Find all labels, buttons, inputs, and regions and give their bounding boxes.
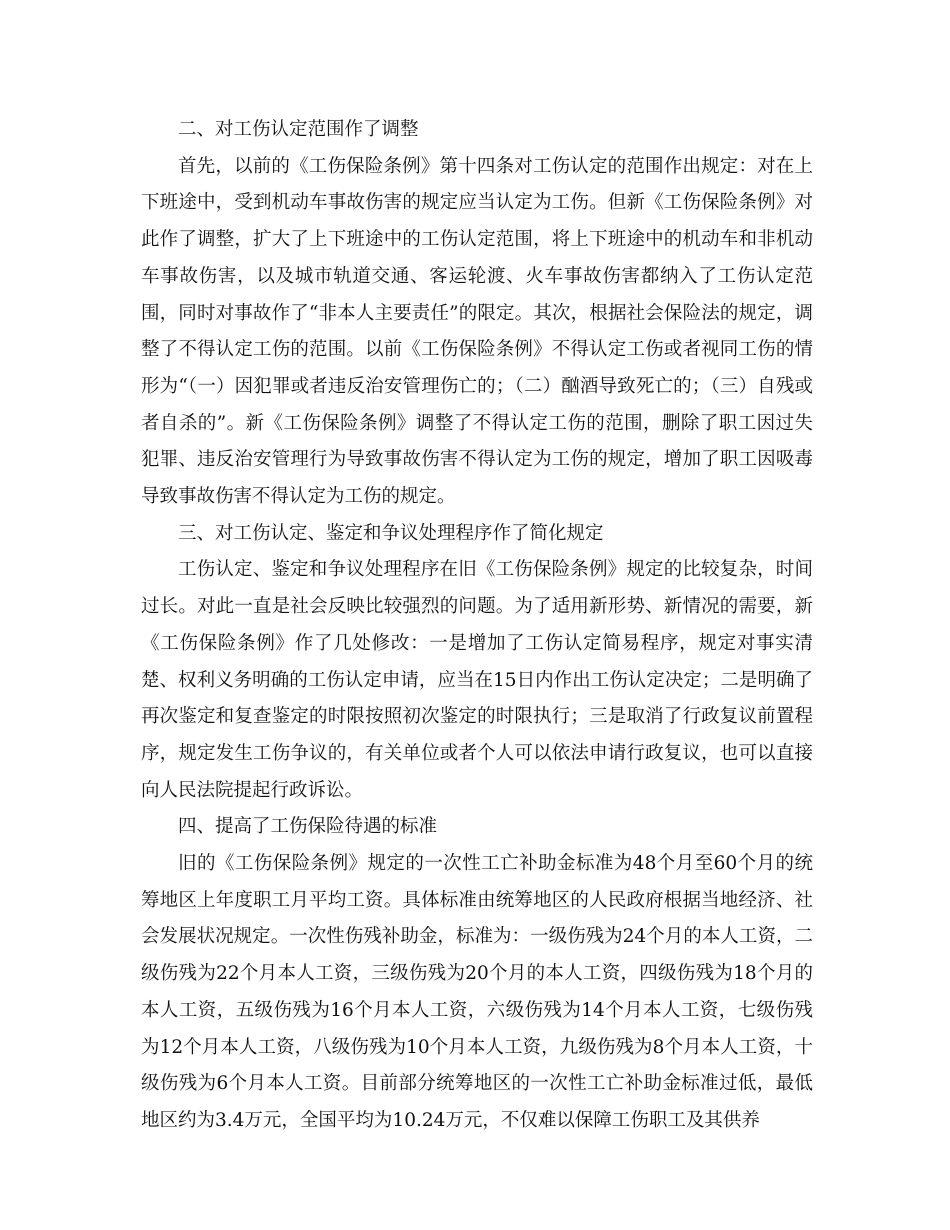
section-2-paragraph: 首先，以前的《工伤保险条例》第十四条对工伤认定的范围作出规定：对在上下班途中，受到机动车事故伤害的规定应当认定为工伤。但新《工伤保险条例》对此作了调整，扩大了上下班途中的工伤认定范围，将上下班途中的机动车和非机动车事故伤害，以及城市轨道交通、客运轮渡、火车事故伤害都纳入了工伤认定范围，同时对事故作了“非本人主要责任”的限定。其次，根据社会保险法的规定，调整了不得认定工伤的范围。以前《工伤保险条例》不得认定工伤或者视同工伤的情形为“（一）因犯罪或者违反治安管理伤亡的；（二）酗酒导致死亡的；（三）自残或者自杀的”。新《工伤保险条例》调整了不得认定工伤的范围，删除了职工因过失犯罪、违反治安管理行为导致事故伤害不得认定为工伤的规定，增加了职工因吸毒导致事故伤害不得认定为工伤的规定。 (141, 155, 813, 508)
section-heading-2: 二、对工伤认定范围作了调整 (178, 119, 419, 140)
section-4-paragraph: 旧的《工伤保险条例》规定的一次性工亡补助金标准为48个月至60个月的统筹地区上年度职工月平均工资。具体标准由统筹地区的人民政府根据当地经济、社会发展状况规定。一次性伤残补助金，标准为：一级伤残为24个月的本人工资，二级伤残为22个月本人工资，三级伤残为20个月的本人工资，四级伤残为18个月的本人工资，五级伤残为16个月本人工资，六级伤残为14个月本人工资，七级伤残为12个月本人工资，八级伤残为10个月本人工资，九级伤残为8个月本人工资，十级伤残为6个月本人工资。目前部分统筹地区的一次性工亡补助金标准过低，最低地区约为3.4万元，全国平均为10.24万元，不仅难以保障工伤职工及其供养 (141, 853, 813, 1131)
section-3-paragraph: 工伤认定、鉴定和争议处理程序在旧《工伤保险条例》规定的比较复杂，时间过长。对此一直是社会反映比较强烈的问题。为了适用新形势、新情况的需要，新《工伤保险条例》作了几处修改：一是增加了工伤认定简易程序，规定对事实清楚、权利义务明确的工伤认定申请，应当在15日内作出工伤认定决定；二是明确了再次鉴定和复查鉴定的时限按照初次鉴定的时限执行；三是取消了行政复议前置程序，规定发生工伤争议的，有关单位或者个人可以依法申请行政复议，也可以直接向人民法院提起行政诉讼。 (141, 559, 813, 801)
section-heading-3: 三、对工伤认定、鉴定和争议处理程序作了简化规定 (178, 522, 604, 544)
section-heading-4: 四、提高了工伤保险待遇的标准 (178, 816, 438, 838)
document-page (141, 112, 813, 1140)
